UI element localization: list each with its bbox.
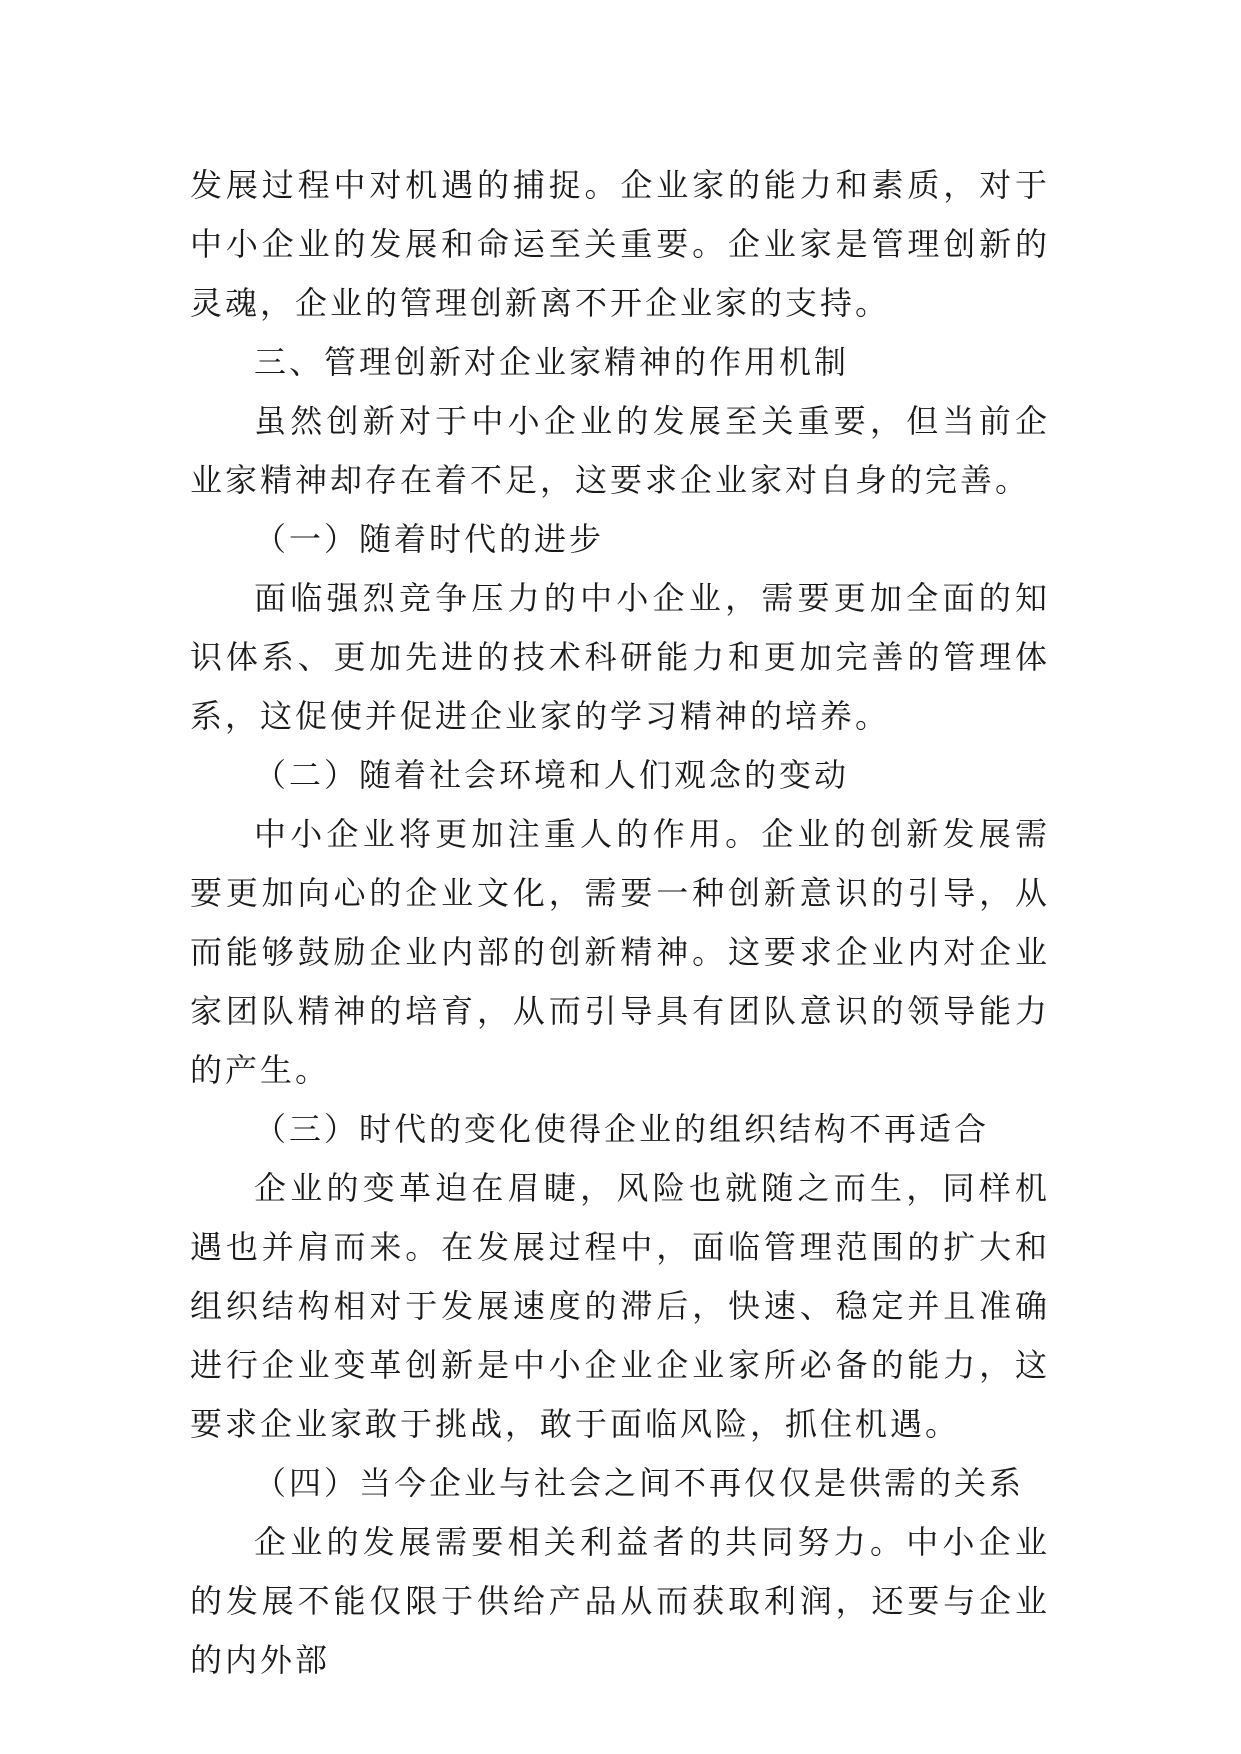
subsection-heading-3: （三）时代的变化使得企业的组织结构不再适合 bbox=[254, 1110, 990, 1148]
paragraph-continuation: 发展过程中对机遇的捕捉。企业家的能力和素质，对于中小企业的发展和命运至关重要。企业家是管理创新的灵魂，企业的管理创新离不开企业家的支持。 bbox=[190, 166, 1050, 322]
subsection-heading-2: （二）随着社会环境和人们观念的变动 bbox=[254, 756, 850, 794]
paragraph: 中小企业将更加注重人的作用。企业的创新发展需要更加向心的企业文化，需要一种创新意识的引导，从而能够鼓励企业内部的创新精神。这要求企业内对企业家团队精神的培育，从而引导具有团队意识的领导能力的产生。 bbox=[190, 815, 1050, 1089]
paragraph: 虽然创新对于中小企业的发展至关重要，但当前企业家精神却存在着不足，这要求企业家对自身的完善。 bbox=[190, 402, 1050, 499]
paragraph: 企业的发展需要相关利益者的共同努力。中小企业的发展不能仅限于供给产品从而获取利润，还要与企业的内外部 bbox=[190, 1523, 1050, 1679]
paragraph: 企业的变革迫在眉睫，风险也就随之而生，同样机遇也并肩而来。在发展过程中，面临管理范围的扩大和组织结构相对于发展速度的滞后，快速、稳定并且准确进行企业变革创新是中小企业企业家所必备的能力，这要求企业家敢于挑战，敢于面临风险，抓住机遇。 bbox=[190, 1169, 1050, 1443]
section-heading-3: 三、管理创新对企业家精神的作用机制 bbox=[254, 343, 850, 381]
subsection-heading-4: （四）当今企业与社会之间不再仅仅是供需的关系 bbox=[254, 1464, 1025, 1502]
paragraph: 面临强烈竞争压力的中小企业，需要更加全面的知识体系、更加先进的技术科研能力和更加完善的管理体系，这促使并促进企业家的学习精神的培养。 bbox=[190, 579, 1050, 735]
subsection-heading-1: （一）随着时代的进步 bbox=[254, 520, 605, 558]
document-body bbox=[190, 156, 1050, 1690]
